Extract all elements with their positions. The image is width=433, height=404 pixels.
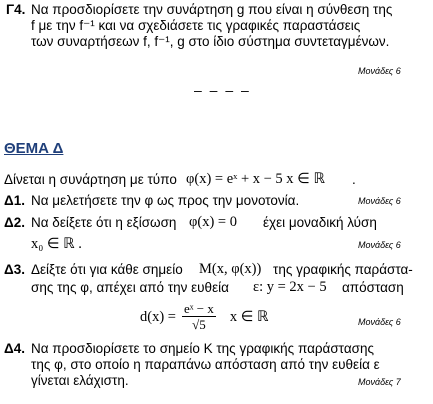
d2-marks: Μονάδες 6 bbox=[358, 240, 401, 250]
d3-formula-domain: x ∈ ℝ bbox=[229, 308, 269, 325]
question-label-g4: Γ4. bbox=[6, 2, 26, 17]
question-label-d1: Δ1. bbox=[4, 193, 25, 208]
d4-line-2: της φ, στο οποίο η παραπάνω απόσταση από την ευθεία ε bbox=[31, 357, 380, 372]
intro-formula: φ(x) = eˣ + x − 5 x ∈ ℝ bbox=[186, 171, 325, 187]
question-label-d2: Δ2. bbox=[4, 215, 25, 230]
d2-formula: φ(x) = 0 bbox=[189, 214, 237, 230]
d3-line-1a: Δείξτε ότι για κάθε σημείο bbox=[31, 262, 183, 277]
d3-line-2b: απόσταση bbox=[342, 280, 404, 295]
d2-line-2: x₀ ∈ ℝ . bbox=[31, 236, 82, 252]
d3-line-1-formula: M(x, φ(x)) bbox=[199, 261, 262, 277]
d4-marks: Μονάδες 7 bbox=[358, 377, 401, 387]
intro-text: Δίνεται η συνάρτηση με τύπο bbox=[4, 172, 177, 187]
d3-line-2-formula: ε: y = 2x − 5 bbox=[253, 279, 327, 295]
d3-formula-fraction bbox=[182, 302, 216, 332]
d3-line-1b: της γραφικής παράστα- bbox=[273, 262, 413, 277]
d4-line-1: Να προσδιορίσετε το σημείο Κ της γραφικής παράστασης bbox=[31, 341, 374, 356]
d3-marks: Μονάδες 6 bbox=[358, 317, 401, 327]
theme-title: ΘΕΜΑ Δ bbox=[4, 140, 64, 157]
d1-text: Να μελετήσετε την φ ως προς την μονοτονία. bbox=[31, 193, 300, 208]
section-separator: – – – – bbox=[194, 82, 251, 98]
d3-formula-lhs: d(x) = bbox=[140, 308, 176, 325]
d3-distance-formula bbox=[140, 302, 268, 332]
d2-text-2: έχει μοναδική λύση bbox=[263, 215, 377, 230]
d2-text: Να δείξετε ότι η εξίσωση bbox=[31, 215, 177, 230]
g4-line-3: των συναρτήσεων f, f⁻¹, g στο ίδιο σύστημα συντεταγμένων. bbox=[31, 34, 390, 49]
d3-formula-numerator: eˣ − x bbox=[183, 301, 214, 316]
d3-line-2a: σης της φ, απέχει από την ευθεία bbox=[31, 280, 229, 295]
intro-dot: . bbox=[352, 172, 356, 187]
question-label-d4: Δ4. bbox=[4, 341, 25, 356]
d1-marks: Μονάδες 6 bbox=[358, 196, 401, 206]
g4-line-1: Να προσδιορίσετε την συνάρτηση g που είναι η σύνθεση της bbox=[31, 2, 393, 17]
question-label-d3: Δ3. bbox=[4, 262, 25, 277]
d3-formula-denominator: √5 bbox=[192, 317, 206, 332]
g4-line-2: f με την f⁻¹ και να σχεδιάσετε τις γραφικές παραστάσεις bbox=[31, 18, 361, 33]
d4-line-3: γίνεται ελάχιστη. bbox=[31, 373, 129, 388]
g4-marks: Μονάδες 6 bbox=[358, 66, 401, 76]
